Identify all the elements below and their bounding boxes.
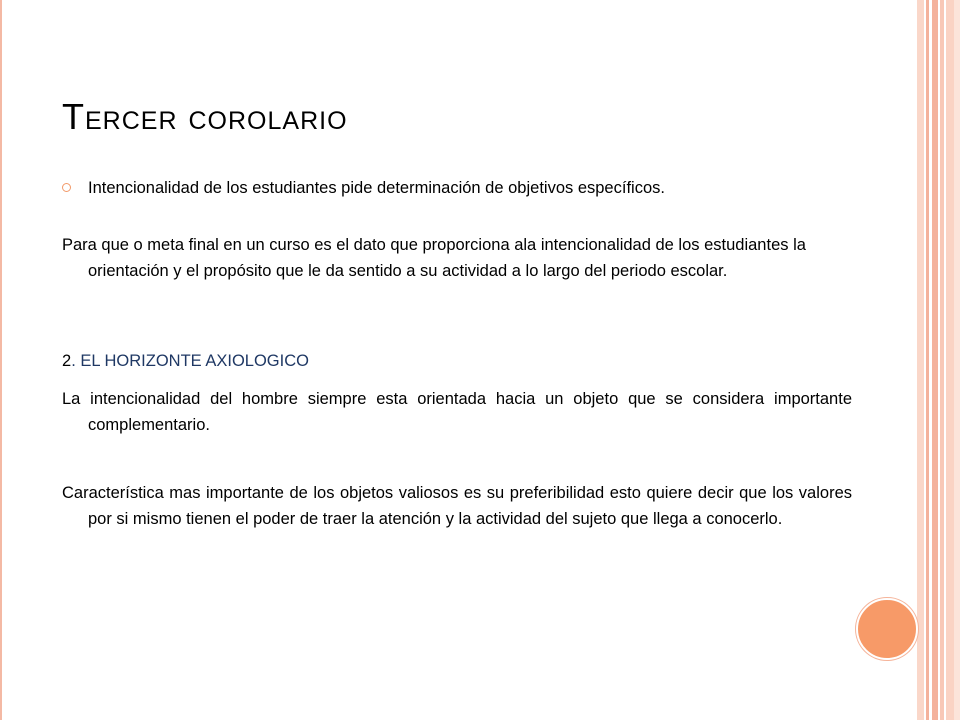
slide-title: Tercer corolario bbox=[62, 96, 348, 137]
section-heading bbox=[62, 348, 826, 374]
paragraph-horizonte: La intencionalidad del hombre siempre esta orientada hacia un objeto que se considera importante complementario. bbox=[62, 390, 852, 434]
decorative-stripe bbox=[946, 0, 954, 720]
bullet-list bbox=[62, 175, 826, 201]
bullet-item bbox=[62, 175, 826, 201]
paragraph-intencionalidad: Para que o meta final en un curso es el dato que proporciona ala intencionalidad de los estudiantes la orientación y el propósito que le da sentido a su actividad a lo largo del periodo escolar. bbox=[62, 236, 806, 280]
paragraph-caracteristica: Característica mas importante de los objetos valiosos es su preferibilidad esto quiere decir que los valores por si mismo tienen el poder de traer la atención y la actividad del sujeto que llega a conocerlo. bbox=[62, 484, 852, 528]
decorative-circle bbox=[856, 598, 918, 660]
left-border-line bbox=[0, 0, 2, 720]
decorative-stripe bbox=[917, 0, 924, 720]
circle-bullet-icon bbox=[62, 183, 71, 192]
decorative-stripe bbox=[954, 0, 960, 720]
section-heading-label: . EL HORIZONTE AXIOLOGICO bbox=[71, 352, 309, 370]
bullet-text: Intencionalidad de los estudiantes pide determinación de objetivos específicos. bbox=[88, 179, 665, 197]
section-number: 2 bbox=[62, 352, 72, 370]
